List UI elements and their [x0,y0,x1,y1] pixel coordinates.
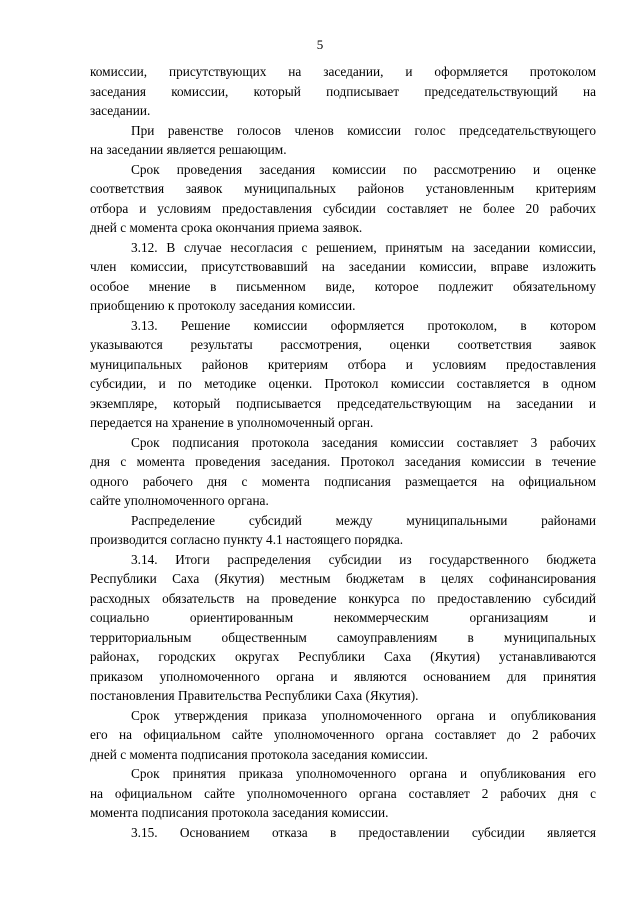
text-line: 3.13. Решение комиссии оформляется протоколом, в котором [131,317,596,333]
text-line: постановления Правительства Республики Саха (Якутия). [90,688,419,703]
text-line: на заседании является решающим. [90,142,287,157]
text-line: субсидии, и по методике оценки. Протокол комиссии составляется в одном [90,376,596,391]
text-line: его на официальном сайте уполномоченного органа составляет до 2 рабочих [90,727,596,742]
text-line: указываются результаты рассмотрения, оценки соответствия заявок [90,337,596,352]
text-line: комиссии, присутствующих на заседании, и оформляется протоколом [90,64,596,79]
text-line: производится согласно пункту 4.1 настоящего порядка. [90,532,404,547]
text-line: Срок проведения заседания комиссии по рассмотрению и оценке [131,161,596,177]
text-line: социально ориентированным некоммерческим организациям и [90,610,596,625]
text-line: отбора и условиям предоставления субсидии составляет не более 20 рабочих [90,200,596,216]
text-line: приказом уполномоченного органа и являются основанием для принятия [90,668,596,684]
text-line: на официальном сайте уполномоченного органа составляет 2 рабочих дня с [90,785,596,801]
text-line: экземпляре, который подписывается председательствующим на заседании и [90,395,596,411]
text-line: Распределение субсидий между муниципальными районами [131,512,596,528]
text-line: Срок принятия приказа уполномоченного органа и опубликования его [131,766,596,781]
text-line: соответствия заявок муниципальных районов установленным критериям [90,181,596,196]
text-line: Срок подписания протокола заседания комиссии составляет 3 рабочих [131,434,596,450]
text-line: одного рабочего дня с момента подписания размещается на официальном [90,473,596,489]
text-line: 3.14. Итоги распределения субсидии из государственного бюджета [131,551,596,567]
text-line: Республики Саха (Якутия) местным бюджетам в целях софинансирования [90,571,596,586]
page-number: 5 [316,37,324,52]
text-line: 3.15. Основанием отказа в предоставлении субсидии является [131,824,596,840]
text-line: муниципальных районов критериям отбора и условиям предоставления [90,356,596,372]
text-line: территориальным общественным самоуправлениям в муниципальных [90,629,596,645]
text-line: 3.12. В случае несогласия с решением, принятым на заседании комиссии, [131,239,596,255]
text-line: момента подписания протокола заседания комиссии. [90,805,389,820]
text-line: дней с момента подписания протокола заседания комиссии. [90,746,428,762]
text-line: сайте уполномоченного органа. [90,493,269,508]
text-line: дня с момента проведения заседания. Протокол заседания комиссии в течение [90,454,596,469]
text-line: заседании. [90,103,151,118]
text-line: особое мнение в письменном виде, которое подлежит обязательному [90,278,596,294]
text-line: расходных обязательств на проведение конкурса по предоставлению субсидий [90,590,596,606]
text-line: заседания комиссии, который подписывает председательствующий на [90,83,596,99]
text-line: При равенстве голосов членов комиссии голос председательствующего [131,122,596,138]
text-line: Срок утверждения приказа уполномоченного органа и опубликования [131,707,596,723]
text-line: передается на хранение в уполномоченный орган. [90,415,374,430]
text-line: приобщению к протоколу заседания комиссии. [90,298,356,313]
text-line: дней с момента срока окончания приема заявок. [90,220,363,235]
text-line: член комиссии, присутствовавший на заседании комиссии, вправе изложить [90,259,596,274]
text-line: районах, городских округах Республики Саха (Якутия) устанавливаются [90,649,596,664]
document-body [90,62,596,842]
